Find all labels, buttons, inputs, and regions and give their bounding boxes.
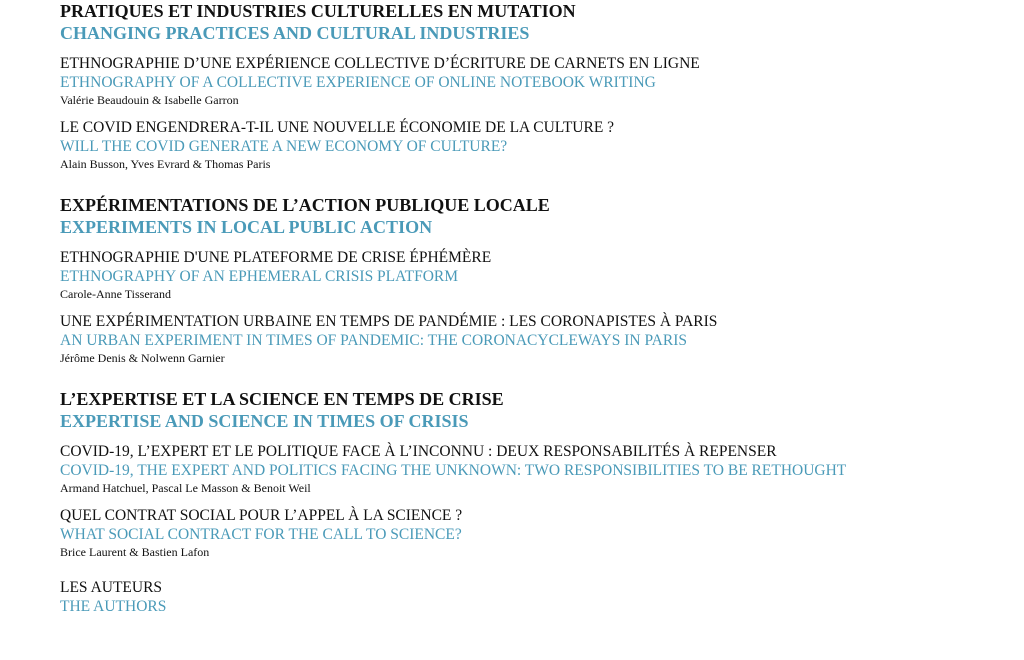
section-title-fr: EXPÉRIMENTATIONS DE L’ACTION PUBLIQUE LOCALE: [60, 195, 550, 215]
article-title-fr[interactable]: UNE EXPÉRIMENTATION URBAINE EN TEMPS DE PANDÉMIE : LES CORONAPISTES À PARIS: [60, 313, 718, 330]
article-authors: Brice Laurent & Bastien Lafon: [60, 545, 210, 559]
authors-title-en[interactable]: THE AUTHORS: [60, 598, 167, 615]
section-title-fr: PRATIQUES ET INDUSTRIES CULTURELLES EN MUTATION: [60, 1, 576, 21]
article-title-fr[interactable]: COVID-19, L’EXPERT ET LE POLITIQUE FACE À L’INCONNU : DEUX RESPONSABILITÉS À REPENSER: [60, 443, 777, 460]
article-title-en[interactable]: AN URBAN EXPERIMENT IN TIMES OF PANDEMIC: THE CORONACYCLEWAYS IN PARIS: [60, 332, 687, 349]
section-title-en: CHANGING PRACTICES AND CULTURAL INDUSTRIES: [60, 23, 530, 43]
article-title-fr[interactable]: ETHNOGRAPHIE D'UNE PLATEFORME DE CRISE ÉPHÉMÈRE: [60, 249, 492, 266]
article-authors: Valérie Beaudouin & Isabelle Garron: [60, 93, 239, 107]
article-authors: Alain Busson, Yves Evrard & Thomas Paris: [60, 157, 271, 171]
article-authors: Jérôme Denis & Nolwenn Garnier: [60, 351, 225, 365]
article-authors: Carole-Anne Tisserand: [60, 287, 171, 301]
article-title-en[interactable]: ETHNOGRAPHY OF A COLLECTIVE EXPERIENCE OF ONLINE NOTEBOOK WRITING: [60, 74, 656, 91]
article-title-fr[interactable]: LE COVID ENGENDRERA-T-IL UNE NOUVELLE ÉCONOMIE DE LA CULTURE ?: [60, 119, 615, 136]
section-title-en: EXPERTISE AND SCIENCE IN TIMES OF CRISIS: [60, 411, 469, 431]
section-title-fr: L’EXPERTISE ET LA SCIENCE EN TEMPS DE CRISE: [60, 389, 504, 409]
article-title-fr[interactable]: ETHNOGRAPHIE D’UNE EXPÉRIENCE COLLECTIVE D’ÉCRITURE DE CARNETS EN LIGNE: [60, 55, 700, 72]
article-title-en[interactable]: WILL THE COVID GENERATE A NEW ECONOMY OF CULTURE?: [60, 138, 508, 155]
article-title-en[interactable]: WHAT SOCIAL CONTRACT FOR THE CALL TO SCIENCE?: [60, 526, 462, 543]
section-title-en: EXPERIMENTS IN LOCAL PUBLIC ACTION: [60, 217, 433, 237]
article-title-en[interactable]: COVID-19, THE EXPERT AND POLITICS FACING THE UNKNOWN: TWO RESPONSIBILITIES TO BE RETHOUGHT: [60, 462, 847, 479]
article-title-en[interactable]: ETHNOGRAPHY OF AN EPHEMERAL CRISIS PLATFORM: [60, 268, 459, 285]
article-authors: Armand Hatchuel, Pascal Le Masson & Benoit Weil: [60, 481, 311, 495]
authors-title-fr[interactable]: LES AUTEURS: [60, 579, 163, 596]
article-title-fr[interactable]: QUEL CONTRAT SOCIAL POUR L’APPEL À LA SCIENCE ?: [60, 507, 463, 524]
